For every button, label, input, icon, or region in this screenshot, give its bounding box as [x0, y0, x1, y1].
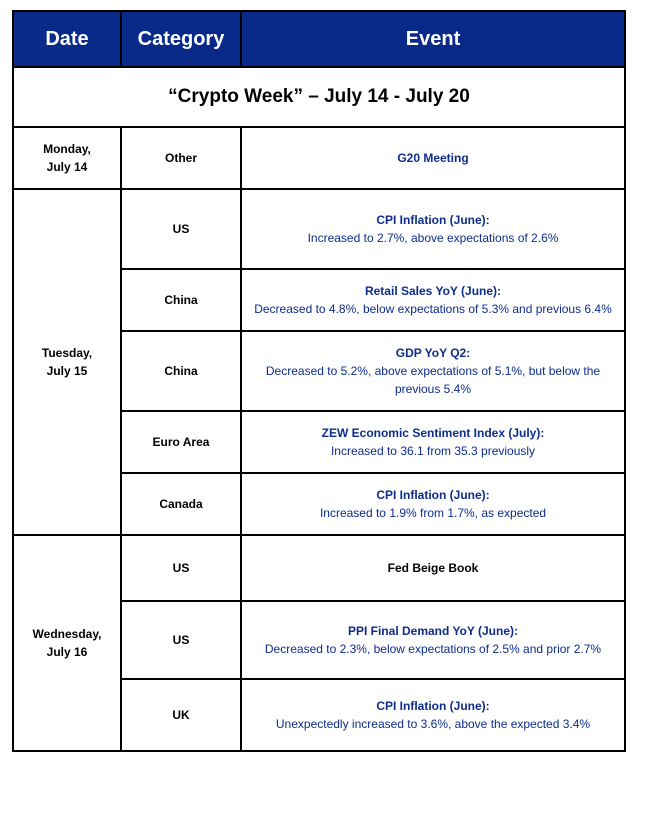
date-day: July 15	[46, 364, 88, 378]
category-cell: China	[121, 331, 241, 411]
date-cell	[13, 127, 121, 189]
economic-calendar-table	[12, 10, 626, 752]
week-banner: “Crypto Week” – July 14 - July 20	[13, 67, 625, 127]
category-cell: US	[121, 601, 241, 679]
date-weekday: Tuesday,	[41, 346, 93, 360]
event-title: PPI Final Demand YoY (June):	[347, 624, 519, 638]
date-weekday: Monday,	[43, 142, 91, 156]
event-detail: Increased to 2.7%, above expectations of 2.6%	[307, 231, 559, 245]
banner-row	[13, 67, 625, 127]
date-day: July 16	[46, 645, 88, 659]
category-cell: US	[121, 189, 241, 269]
date-cell	[13, 189, 121, 535]
date-day: July 14	[46, 160, 88, 174]
event-title: Retail Sales YoY (June):	[364, 284, 502, 298]
header-category: Category	[121, 11, 241, 67]
event-detail: Decreased to 5.2%, above expectations of 5.1%, but below the previous 5.4%	[265, 364, 601, 396]
event-cell	[241, 679, 625, 751]
event-cell	[241, 127, 625, 189]
event-cell	[241, 601, 625, 679]
category-cell: Canada	[121, 473, 241, 535]
category-cell: UK	[121, 679, 241, 751]
event-title: G20 Meeting	[397, 151, 469, 165]
event-title: Fed Beige Book	[387, 561, 479, 575]
table-row	[13, 535, 625, 601]
event-detail: Decreased to 4.8%, below expectations of 5.3% and previous 6.4%	[254, 302, 612, 316]
event-cell	[241, 473, 625, 535]
category-cell: Other	[121, 127, 241, 189]
event-cell	[241, 331, 625, 411]
category-cell: China	[121, 269, 241, 331]
event-title: CPI Inflation (June):	[376, 488, 490, 502]
category-cell: US	[121, 535, 241, 601]
table-row	[13, 127, 625, 189]
event-title: CPI Inflation (June):	[376, 699, 490, 713]
event-title: CPI Inflation (June):	[376, 213, 490, 227]
event-title: ZEW Economic Sentiment Index (July):	[321, 426, 545, 440]
category-cell: Euro Area	[121, 411, 241, 473]
event-cell	[241, 535, 625, 601]
table-row	[13, 189, 625, 269]
event-detail: Increased to 1.9% from 1.7%, as expected	[319, 506, 547, 520]
event-detail: Increased to 36.1 from 35.3 previously	[330, 444, 536, 458]
event-detail: Decreased to 2.3%, below expectations of 2.5% and prior 2.7%	[264, 642, 602, 656]
event-detail: Unexpectedly increased to 3.6%, above the expected 3.4%	[275, 717, 591, 731]
event-cell	[241, 411, 625, 473]
event-title: GDP YoY Q2:	[395, 346, 471, 360]
date-cell	[13, 535, 121, 751]
header-event: Event	[241, 11, 625, 67]
event-cell	[241, 189, 625, 269]
date-weekday: Wednesday,	[32, 627, 102, 641]
event-cell	[241, 269, 625, 331]
header-date: Date	[13, 11, 121, 67]
header-row	[13, 11, 625, 67]
